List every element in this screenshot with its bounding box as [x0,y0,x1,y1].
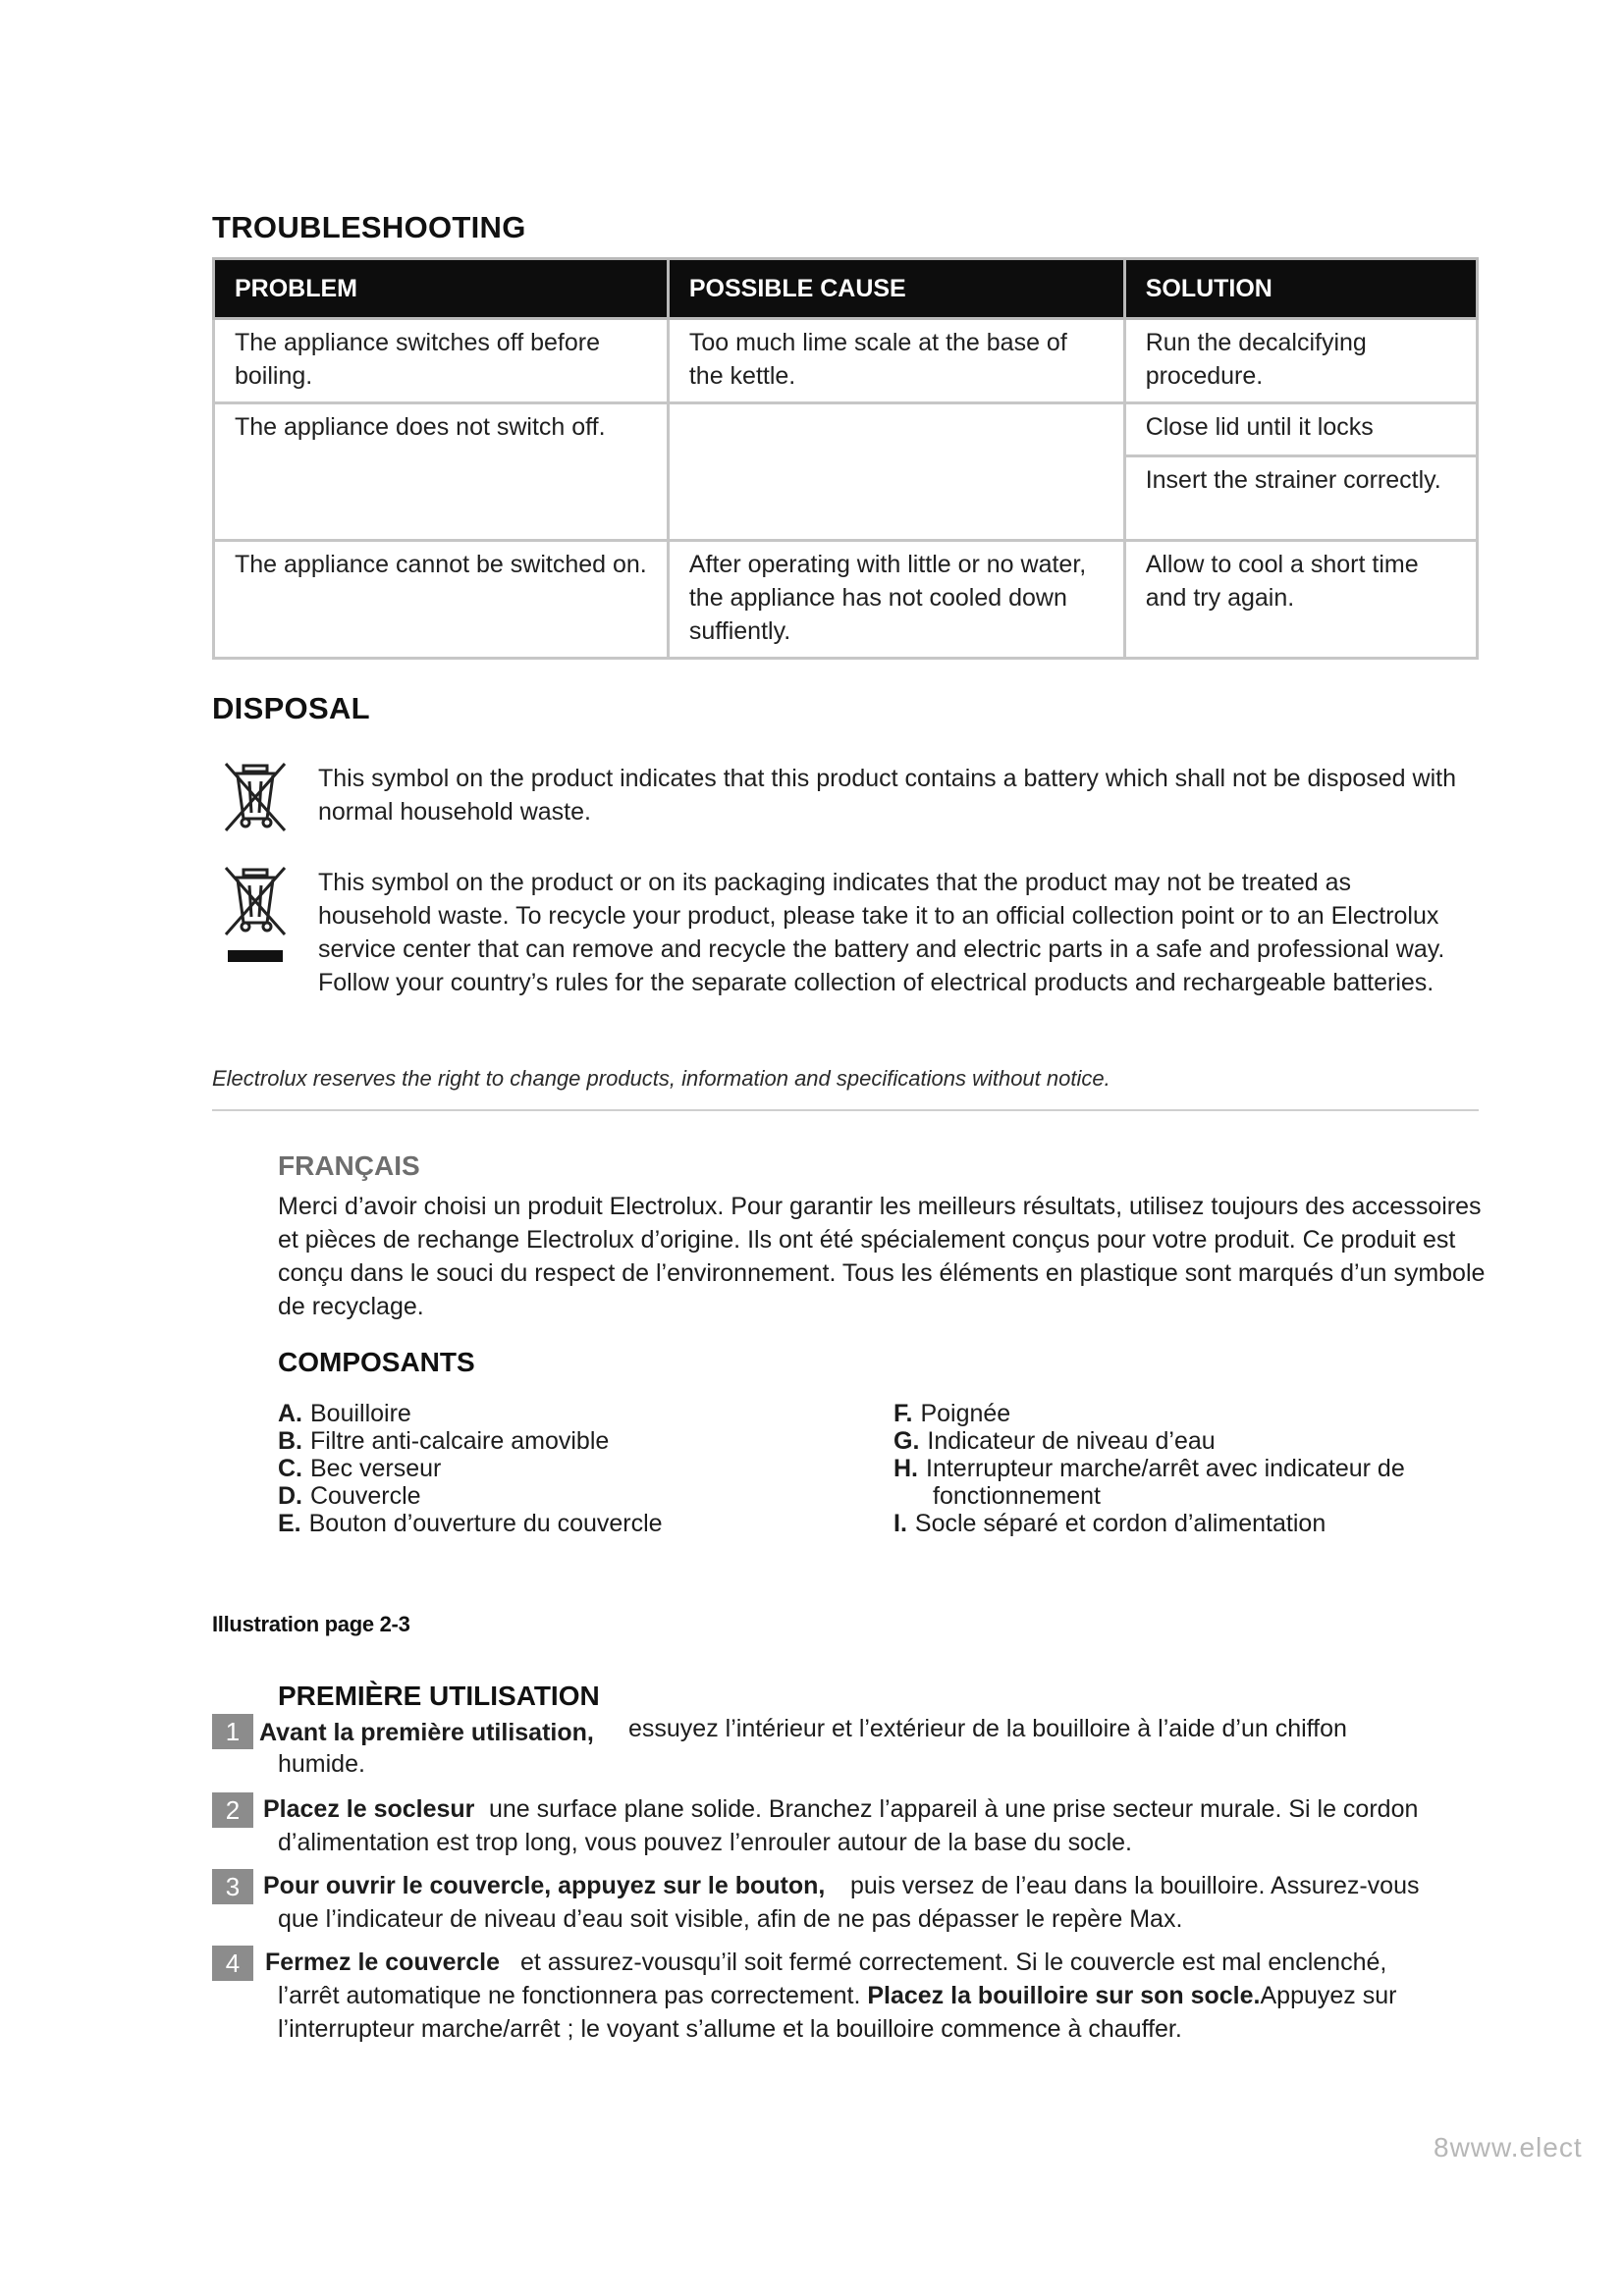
step-lead-text: Placez le soclesur [263,1795,475,1823]
step-text-continued: que l’indicateur de niveau d’eau soit visible, afin de ne pas dépasser le repère Max. [278,1905,1183,1933]
list-item: A. Bouilloire [278,1400,411,1427]
illustration-reference: Illustration page 2-3 [212,1612,410,1636]
table-row [214,403,1478,456]
francais-intro: Merci d’avoir choisi un produit Electrolux. Pour garantir les meilleurs résultats, utilisez toujours des accessoires et pièces de rechange Electrolux d’origine. Ils ont été spécialement conçus pour votre produit. Ce produit est conçu dans le souci du respect de l’environnement. Tous les éléments en plastique sont marqués d’un symbole de recyclage. [278,1193,1486,1320]
cause-cell: Too much lime scale at the base of the kettle. [668,319,1124,403]
step-lead-text: Avant la première utilisation, [259,1719,594,1746]
step-number: 2 [212,1792,253,1828]
premiere-utilisation-title: PREMIÈRE UTILISATION [278,1681,600,1711]
list-item: B. Filtre anti-calcaire amovible [278,1427,610,1455]
solution-cell: Allow to cool a short time and try again. [1124,541,1477,659]
table-row [214,541,1478,659]
francais-title: FRANÇAIS [278,1150,420,1181]
solution-cell: Close lid until it locks [1124,403,1477,456]
disposal-text-packaging: This symbol on the product or on its packaging indicates that the product may not be treated as household waste. To recycle your product, please take it to an official collection point or to an Electrolux service center that can remove and recycle the battery and electric parts in a safe and professional way. Follow your country’s rules for the separate collection of electrical products and rechargeable batteries. [318,869,1445,996]
solution-cell: Run the decalcifying procedure. [1124,319,1477,403]
step-lead-text: Pour ouvrir le couvercle, appuyez sur le bouton, [263,1872,826,1899]
step-text: puis versez de l’eau dans la bouilloire. Assurez-vous [850,1872,1420,1899]
step-text: une surface plane solide. Branchez l’appareil à une prise secteur murale. Si le cordon [489,1795,1419,1823]
step-text: et assurez-vousqu’il soit fermé correctement. Si le couvercle est mal enclenché, [520,1949,1387,1976]
watermark: 8www.elect [1434,2132,1583,2163]
problem-cell: The appliance does not switch off. [214,403,669,541]
solution-cell: Insert the strainer correctly. [1124,456,1477,541]
step-lead-text: Fermez le couvercle [265,1949,501,1976]
list-item: E. Bouton d’ouverture du couvercle [278,1510,663,1537]
table-header-row [214,259,1478,319]
step-text-continued: l’arrêt automatique ne fonctionnera pas correctement. Placez la bouilloire sur son socle.Appuyez sur [278,1982,1397,2009]
table-row [214,319,1478,403]
troubleshooting-table [212,257,1479,660]
header-problem: PROBLEM [214,259,669,319]
step-text: essuyez l’intérieur et l’extérieur de la bouilloire à l’aide d’un chiffon [628,1715,1347,1742]
step-number: 3 [212,1869,253,1904]
step-text-continued: l’interrupteur marche/arrêt ; le voyant s’allume et la bouilloire commence à chauffer. [278,2015,1182,2043]
crossed-out-bin-icon [220,760,291,834]
list-item: F. Poignée [893,1400,1011,1427]
disposal-text-battery: This symbol on the product indicates that this product contains a battery which shall not be disposed with normal household waste. [318,765,1456,826]
step-text-continued: humide. [278,1750,365,1778]
step-number: 1 [212,1714,253,1749]
disposal-title: DISPOSAL [212,691,370,725]
header-possible-cause: POSSIBLE CAUSE [668,259,1124,319]
divider [212,1109,1479,1111]
list-item: G. Indicateur de niveau d’eau [893,1427,1216,1455]
cause-cell [668,403,1124,541]
list-item: D. Couvercle [278,1482,421,1510]
list-item: C. Bec verseur [278,1455,442,1482]
list-item: I. Socle séparé et cordon d’alimentation [893,1510,1326,1537]
composants-title: COMPOSANTS [278,1347,475,1377]
problem-cell: The appliance switches off before boiling. [214,319,669,403]
list-item: H. Interrupteur marche/arrêt avec indicateur de [893,1455,1405,1482]
footnote: Electrolux reserves the right to change products, information and specifications without notice. [212,1066,1110,1091]
troubleshooting-title: TROUBLESHOOTING [212,210,526,244]
cause-cell: After operating with little or no water, the appliance has not cooled down suffiently. [668,541,1124,659]
step-number: 4 [212,1946,253,1981]
list-item: fonctionnement [933,1482,1101,1510]
problem-cell: The appliance cannot be switched on. [214,541,669,659]
crossed-out-bin-with-bar-icon [220,864,291,966]
step-text-continued: d’alimentation est trop long, vous pouvez l’enrouler autour de la base du socle. [278,1829,1132,1856]
components-list-right [893,1400,1405,1537]
header-solution: SOLUTION [1124,259,1477,319]
components-list-left [278,1400,663,1537]
